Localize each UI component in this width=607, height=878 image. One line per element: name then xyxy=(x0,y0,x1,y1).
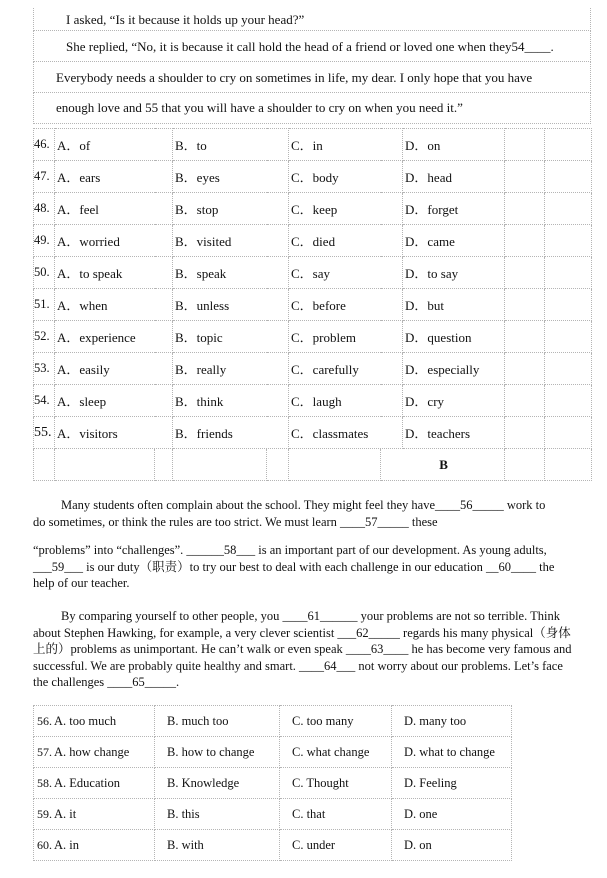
option-b: B. much too xyxy=(155,706,280,737)
option-a xyxy=(34,799,155,830)
option-d: D．forget xyxy=(403,193,505,225)
option-a: A．visitors xyxy=(55,417,173,449)
empty-cell xyxy=(545,193,592,225)
passage-a-text: enough love and 55 that you will have a shoulder to cry on when you need it.” xyxy=(56,100,463,115)
passage-b-para: “problems” into “challenges”. ______58___ is an important part of our development. As young adults, ___59___ is our duty（职责）to try our best to deal with each challenge in our education __60____ the help of our teacher. xyxy=(33,543,555,590)
option-c: C．problem xyxy=(289,321,403,353)
option-b: B. how to change xyxy=(155,737,280,768)
option-a: A．experience xyxy=(55,321,173,353)
option-a xyxy=(34,737,155,768)
option-c: C．carefully xyxy=(289,353,403,385)
option-a xyxy=(34,830,155,861)
passage-a-line xyxy=(33,62,591,93)
option-b: B．think xyxy=(173,385,289,417)
empty-cell xyxy=(545,385,592,417)
option-a: A．sleep xyxy=(55,385,173,417)
option-d: D. Feeling xyxy=(392,768,512,799)
question-number: 46. xyxy=(34,129,55,161)
option-d: D．cry xyxy=(403,385,505,417)
passage-a-text: I asked, “Is it because it holds up your head?” xyxy=(66,12,305,27)
option-text: A. it xyxy=(54,806,77,821)
option-b: B．speak xyxy=(173,257,289,289)
question-number: 59. xyxy=(37,806,52,821)
option-d: D．teachers xyxy=(403,417,505,449)
option-d: D．head xyxy=(403,161,505,193)
option-b: B．friends xyxy=(173,417,289,449)
section-label: B xyxy=(381,449,505,481)
question-number: 57. xyxy=(37,744,52,759)
question-number: 58. xyxy=(37,775,52,790)
question-row xyxy=(34,830,512,861)
option-a: A．to speak xyxy=(55,257,173,289)
empty-cell xyxy=(505,257,545,289)
question-number: 50. xyxy=(34,257,55,289)
question-row xyxy=(34,768,512,799)
question-number: 48. xyxy=(34,193,55,225)
option-b: B．unless xyxy=(173,289,289,321)
empty-cell xyxy=(505,385,545,417)
option-d: D. what to change xyxy=(392,737,512,768)
option-a: A．feel xyxy=(55,193,173,225)
question-row xyxy=(34,353,592,385)
option-a xyxy=(34,706,155,737)
question-row xyxy=(34,257,592,289)
option-c: C．died xyxy=(289,225,403,257)
question-row xyxy=(34,289,592,321)
question-number: 53. xyxy=(34,353,55,385)
empty-cell xyxy=(545,353,592,385)
option-a: A．ears xyxy=(55,161,173,193)
question-row xyxy=(34,161,592,193)
option-text: A. how change xyxy=(54,744,130,759)
option-d: D. one xyxy=(392,799,512,830)
option-c: C. too many xyxy=(280,706,392,737)
option-c: C．keep xyxy=(289,193,403,225)
option-a: A．when xyxy=(55,289,173,321)
option-d: D．came xyxy=(403,225,505,257)
option-c: C．before xyxy=(289,289,403,321)
passage-a-line xyxy=(33,31,591,62)
passage-a-line xyxy=(33,93,591,124)
empty-cell xyxy=(545,257,592,289)
option-d: D．especially xyxy=(403,353,505,385)
question-row xyxy=(34,799,512,830)
question-row xyxy=(34,321,592,353)
empty-cell xyxy=(545,225,592,257)
empty-cell xyxy=(505,129,545,161)
passage-a-text: She replied, “No, it is because it call hold the head of a friend or loved one when they54____. xyxy=(66,39,554,54)
empty-cell xyxy=(545,321,592,353)
passage-b xyxy=(33,497,593,530)
option-c: C．laugh xyxy=(289,385,403,417)
option-text: A. in xyxy=(54,837,79,852)
empty-cell xyxy=(505,321,545,353)
empty-cell xyxy=(545,129,592,161)
option-b: B．to xyxy=(173,129,289,161)
empty-cell xyxy=(505,193,545,225)
passage-b-para: Many students often complain about the school. They might feel they have____56_____ work to do sometimes, or think the rules are too strict. We must learn ____57_____ these xyxy=(33,498,546,529)
question-row xyxy=(34,385,592,417)
option-b: B. this xyxy=(155,799,280,830)
option-c: C．say xyxy=(289,257,403,289)
option-c: C．body xyxy=(289,161,403,193)
option-d: D. many too xyxy=(392,706,512,737)
option-d: D．question xyxy=(403,321,505,353)
option-b: B．topic xyxy=(173,321,289,353)
option-c: C. that xyxy=(280,799,392,830)
question-number: 54. xyxy=(34,385,55,417)
option-b: B．really xyxy=(173,353,289,385)
option-d: D. on xyxy=(392,830,512,861)
passage-a-text: Everybody needs a shoulder to cry on sometimes in life, my dear. I only hope that you have xyxy=(56,70,533,85)
option-a: A．worried xyxy=(55,225,173,257)
passage-b xyxy=(33,542,593,592)
empty-cell xyxy=(505,417,545,449)
empty-cell xyxy=(545,289,592,321)
option-a: A．easily xyxy=(55,353,173,385)
question-row xyxy=(34,129,592,161)
question-row xyxy=(34,706,512,737)
empty-cell xyxy=(505,353,545,385)
question-row xyxy=(34,417,592,449)
option-c: C. under xyxy=(280,830,392,861)
empty-cell xyxy=(505,225,545,257)
questions-b-table xyxy=(33,705,512,861)
question-number: 55. xyxy=(34,417,55,449)
option-c: C. Thought xyxy=(280,768,392,799)
empty-cell xyxy=(545,161,592,193)
option-b: B．stop xyxy=(173,193,289,225)
option-text: A. too much xyxy=(54,713,117,728)
question-number: 49. xyxy=(34,225,55,257)
option-c: C．in xyxy=(289,129,403,161)
passage-b-para: By comparing yourself to other people, you ____61______ your problems are not so terrible. Think about Stephen Hawking, for example, a very clever scientist ___62_____ regards his many physical（身体上的）problems as unimportant. He can’t walk or even speak ____63____ he has become very famous and successful. We are probably quite healthy and smart. ____64___ not worry about our problems. Let’s face the challenges ____65_____. xyxy=(33,609,572,689)
empty-cell xyxy=(505,161,545,193)
question-number: 47. xyxy=(34,161,55,193)
section-row xyxy=(34,449,592,481)
option-a: A．of xyxy=(55,129,173,161)
question-number: 60. xyxy=(37,837,52,852)
option-d: D．on xyxy=(403,129,505,161)
option-b: B. with xyxy=(155,830,280,861)
option-d: D．but xyxy=(403,289,505,321)
option-a xyxy=(34,768,155,799)
option-c: C. what change xyxy=(280,737,392,768)
question-row xyxy=(34,737,512,768)
questions-a-table xyxy=(33,128,592,481)
question-number: 51. xyxy=(34,289,55,321)
passage-b xyxy=(33,608,593,691)
option-text: A. Education xyxy=(54,775,120,790)
option-b: B．eyes xyxy=(173,161,289,193)
option-c: C．classmates xyxy=(289,417,403,449)
passage-a xyxy=(33,8,591,124)
passage-a-line xyxy=(33,8,591,31)
question-number: 52. xyxy=(34,321,55,353)
empty-cell xyxy=(505,289,545,321)
option-d: D．to say xyxy=(403,257,505,289)
option-b: B. Knowledge xyxy=(155,768,280,799)
question-row xyxy=(34,225,592,257)
option-b: B．visited xyxy=(173,225,289,257)
question-number: 56. xyxy=(37,713,52,728)
empty-cell xyxy=(545,417,592,449)
question-row xyxy=(34,193,592,225)
